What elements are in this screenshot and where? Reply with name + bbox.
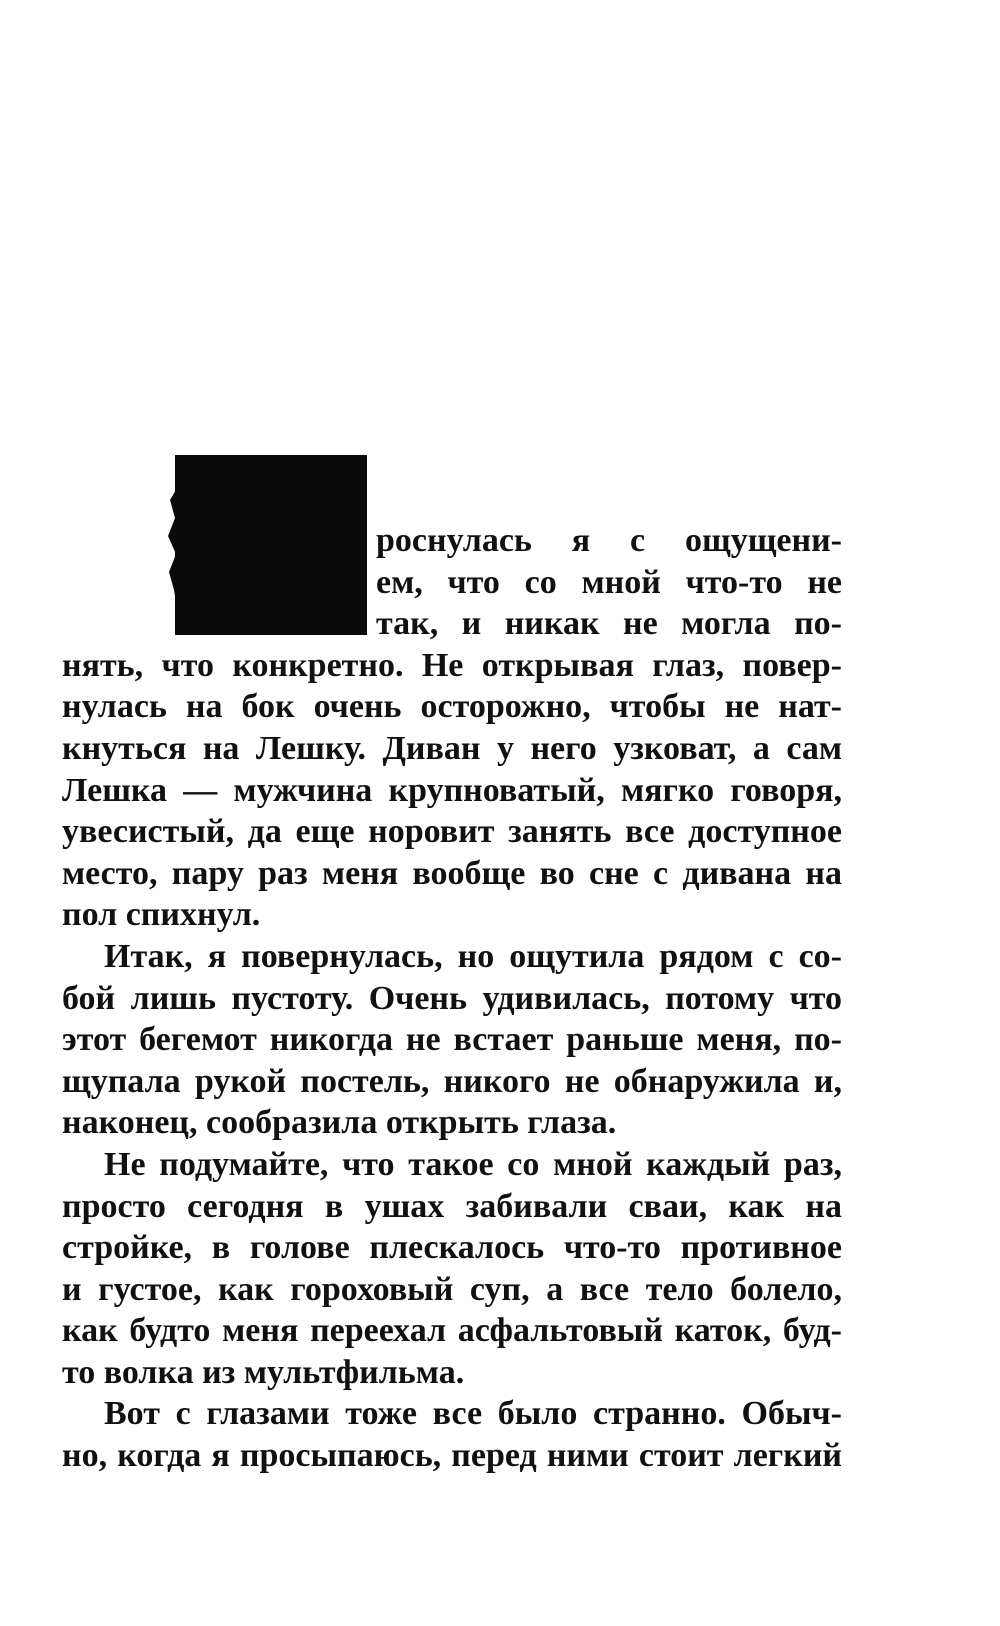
text-line: место, пару раз меня вообще во сне с дивана на — [62, 854, 842, 892]
paragraph-1-dropcap-lines — [62, 520, 842, 645]
text-line: роснулась я с ощущени- — [376, 522, 842, 559]
text-line: как будто меня переехал асфальтовый каток, буд- — [62, 1312, 842, 1350]
text-line: бой лишь пустоту. Очень удивилась, потому что — [62, 979, 842, 1017]
text-line: Лешка — мужчина крупноватый, мягко говоря, — [62, 771, 842, 809]
text-line: увесистый, да еще норовит занять все доступное — [62, 813, 842, 851]
text-line: ем, что со мной что-то не — [376, 563, 842, 601]
text-line: нять, что конкретно. Не открывая глаз, повер- — [62, 646, 842, 684]
text-line: стройке, в голове плескалось что-то противное — [62, 1229, 842, 1267]
text-line: пол спихнул. — [62, 896, 261, 934]
text-line: Вот с глазами тоже все было странно. Обыч- — [104, 1395, 842, 1433]
body-text — [62, 520, 842, 1477]
text-line: Итак, я повернулась, но ощутила рядом с со- — [104, 937, 842, 975]
text-line: этот бегемот никогда не встает раньше меня, по- — [62, 1021, 842, 1059]
text-line: нулась на бок очень осторожно, чтобы не нат- — [62, 688, 842, 726]
text-line: то волка из мультфильма. — [62, 1353, 465, 1391]
text-line: и густое, как гороховый суп, а все тело болело, — [62, 1270, 842, 1308]
text-line: но, когда я просыпаюсь, перед ними стоит легкий — [62, 1437, 842, 1475]
text-line: наконец, сообразила открыть глаза. — [62, 1104, 617, 1142]
text-line: щупала рукой постель, никого не обнаружила и, — [62, 1062, 842, 1100]
text-line: Не подумайте, что такое со мной каждый раз, — [104, 1145, 842, 1183]
text-line: кнуться на Лешку. Диван у него узковат, а сам — [62, 729, 842, 767]
text-line: так, и никак не могла по- — [376, 605, 842, 643]
text-line: просто сегодня в ушах забивали сваи, как на — [62, 1187, 842, 1225]
